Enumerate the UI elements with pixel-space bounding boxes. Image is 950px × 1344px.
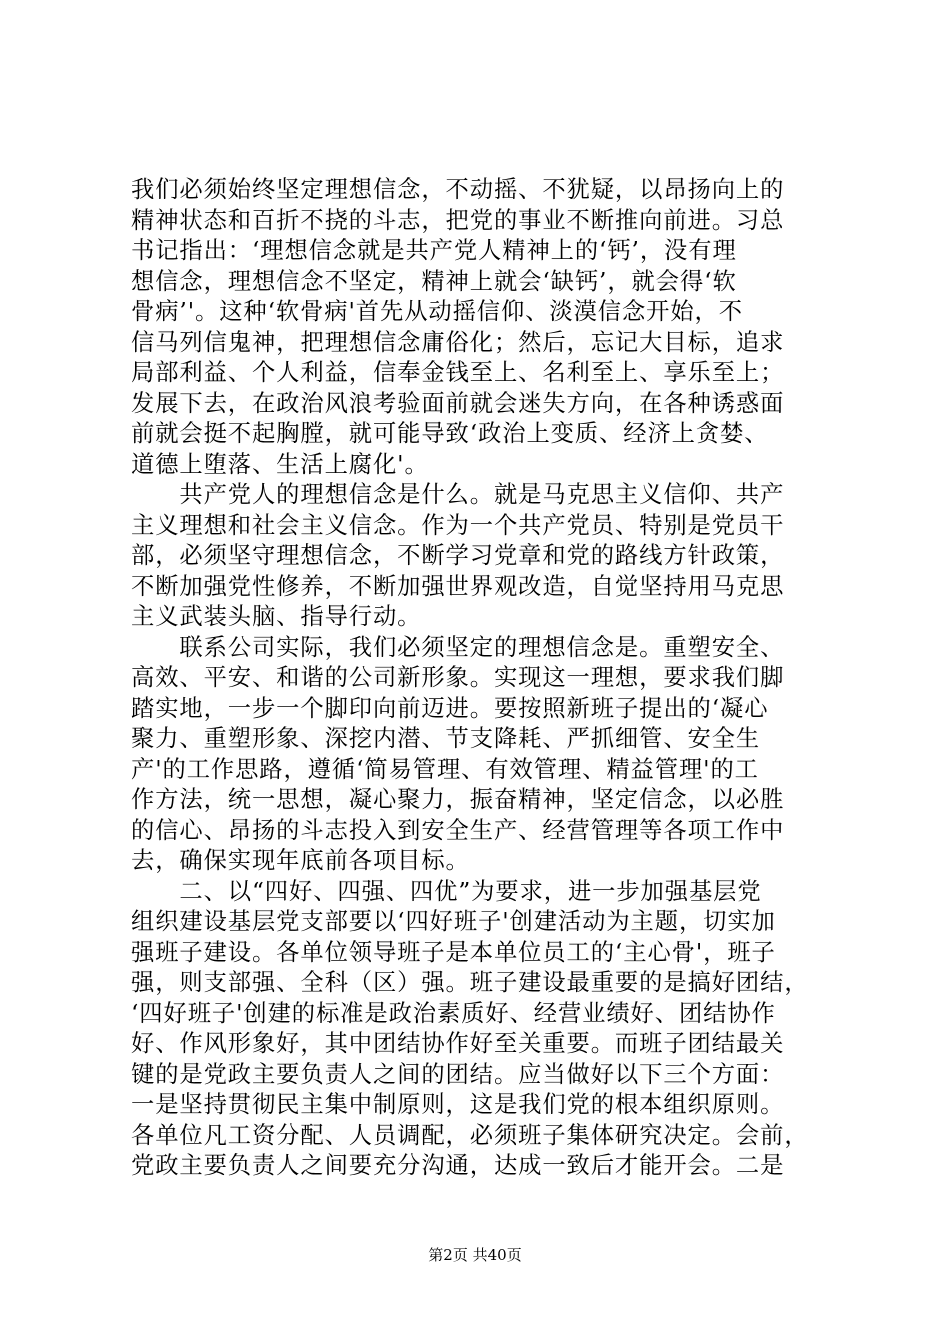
text-line: 共产党人的理想信念是什么。就是马克思主义信仰、共产 [131, 481, 785, 508]
text-line: 强班子建设。各单位领导班子是本单位员工的‘主心骨'，班子 [131, 938, 776, 966]
text-line: 道德上堕落、生活上腐化'。 [131, 450, 429, 478]
text-line: 高效、平安、和谐的公司新形象。实现这一理想，要求我们脚 [131, 664, 785, 691]
text-line: 想信念，理想信念不坚定，精神上就会‘缺钙’，就会得‘软 [131, 267, 737, 295]
text-line: 信马列信鬼神，把理想信念庸俗化；然后，忘记大目标，追求 [131, 328, 785, 356]
text-line: 的信心、昂扬的斗志投入到安全生产、经营管理等各项工作中 [131, 816, 785, 844]
text-line: 好、作风形象好，其中团结协作好至关重要。而班子团结最关 [131, 1030, 785, 1057]
text-line: 组织建设基层党支部要以‘四好班子'创建活动为主题，切实加 [131, 908, 776, 935]
text-line: 精神状态和百折不挠的斗志，把党的事业不断推向前进。习总 [131, 206, 785, 234]
text-line: 二、以“四好、四强、四优”为要求，进一步加强基层党 [131, 877, 762, 905]
text-line: 主义理想和社会主义信念。作为一个共产党员、特别是党员干 [131, 511, 785, 539]
text-line: 前就会挺不起胸膛，就可能导致‘政治上变质、经济上贪婪、 [131, 420, 769, 447]
text-line: 各单位凡工资分配、人员调配，必须班子集体研究决定。会前， [131, 1121, 809, 1149]
text-line: 书记指出：‘理想信念就是共产党人精神上的‘钙’，没有理 [131, 237, 737, 264]
text-line: 我们必须始终坚定理想信念，不动摇、不犹疑，以昂扬向上的 [131, 176, 785, 203]
text-line: 联系公司实际，我们必须坚定的理想信念是。重塑安全、 [131, 633, 785, 661]
body-text [131, 175, 831, 1182]
text-line: 骨病’'。这种‘软骨病'首先从动摇信仰、淡漠信念开始，不 [131, 298, 743, 325]
text-line: 键的是党政主要负责人之间的团结。应当做好以下三个方面： [131, 1060, 785, 1088]
text-line: 发展下去，在政治风浪考验面前就会迷失方向，在各种诱惑面 [131, 389, 785, 417]
text-line: 聚力、重塑形象、深挖内潜、节支降耗、严抓细管、安全生 [131, 725, 761, 752]
text-line: 部，必须坚守理想信念，不断学习党章和党的路线方针政策， [131, 542, 785, 569]
text-line: 党政主要负责人之间要充分沟通，达成一致后才能开会。二是 [131, 1152, 785, 1179]
text-line: 不断加强党性修养，不断加强世界观改造，自觉坚持用马克思 [131, 572, 785, 600]
text-line: 强，则支部强、全科（区）强。班子建设最重要的是搞好团结， [131, 969, 809, 996]
text-line: ‘四好班子'创建的标准是政治素质好、经营业绩好、团结协作 [131, 999, 776, 1027]
text-line: 产'的工作思路，遵循‘简易管理、有效管理、精益管理'的工 [131, 755, 759, 783]
text-line: 一是坚持贯彻民主集中制原则，这是我们党的根本组织原则。 [131, 1091, 785, 1118]
text-line: 局部利益、个人利益，信奉金钱至上、名利至上、享乐至上； [131, 359, 785, 386]
text-line: 去，确保实现年底前各项目标。 [131, 847, 470, 874]
text-line: 主义武装头脑、指导行动。 [131, 603, 422, 630]
page-number-footer: 第2页 共40页 [428, 1246, 522, 1264]
text-line: 作方法，统一思想，凝心聚力，振奋精神，坚定信念，以必胜 [131, 786, 785, 813]
text-line: 踏实地，一步一个脚印向前迈进。要按照新班子提出的‘凝心 [131, 694, 769, 722]
